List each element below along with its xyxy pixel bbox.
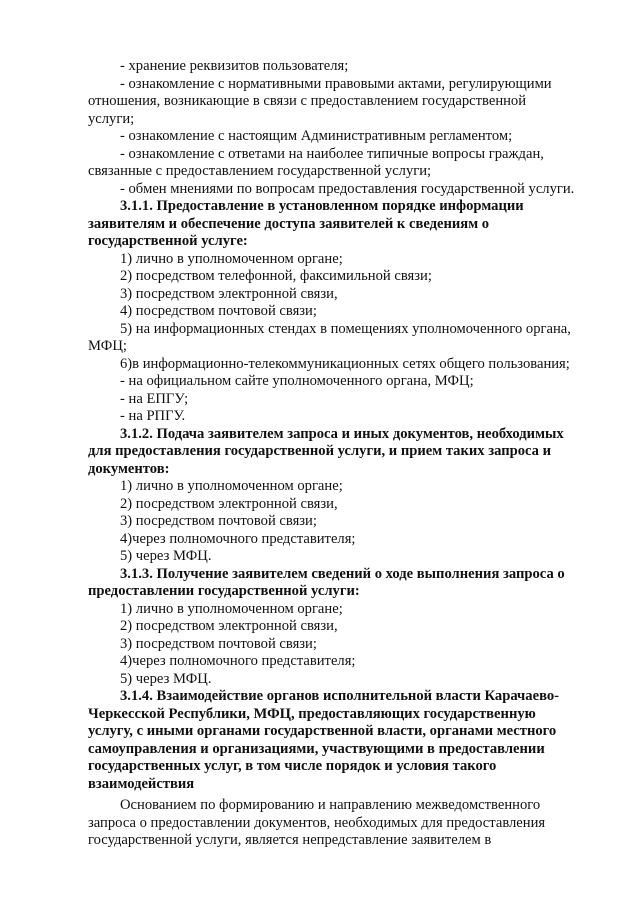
section-heading: государственных услуг, в том числе порядок и условия такого — [88, 758, 497, 774]
list-item: 4)через полномочного представителя; — [120, 653, 356, 669]
section-heading: для предоставления государственной услуги, и прием таких запроса и — [88, 443, 552, 459]
list-item: 5) через МФЦ. — [120, 548, 212, 564]
intro-item: - обмен мнениями по вопросам предоставления государственной услуги. — [120, 181, 575, 197]
list-item: 2) посредством электронной связи, — [120, 496, 338, 512]
section-heading: заявителям и обеспечение доступа заявителей к сведениям о — [88, 216, 490, 232]
section-heading: государственной услуге: — [88, 233, 248, 249]
list-item: 5) через МФЦ. — [120, 671, 212, 687]
intro-item: - ознакомление с настоящим Административным регламентом; — [120, 128, 513, 144]
list-item: - на ЕПГУ; — [120, 391, 189, 407]
list-item: 3) посредством электронной связи, — [120, 286, 338, 302]
body-paragraph: Основанием по формированию и направлению межведомственного — [120, 797, 541, 813]
list-item: 4)через полномочного представителя; — [120, 531, 356, 547]
list-item: 1) лично в уполномоченном органе; — [120, 478, 343, 494]
list-item: - на официальном сайте уполномоченного органа, МФЦ; — [120, 373, 474, 389]
body-paragraph: государственной услуги, является непредставление заявителем в — [88, 832, 492, 848]
intro-item-cont: услуги; — [88, 111, 135, 127]
list-item: 2) посредством электронной связи, — [120, 618, 338, 634]
list-item: 2) посредством телефонной, факсимильной связи; — [120, 268, 432, 284]
section-heading: 3.1.1. Предоставление в установленном порядке информации — [120, 198, 524, 214]
section-heading: услугу, с иными органами государственной власти, органами местного — [88, 723, 557, 739]
section-heading: 3.1.3. Получение заявителем сведений о ходе выполнения запроса о — [120, 566, 565, 582]
section-heading: 3.1.2. Подача заявителем запроса и иных документов, необходимых — [120, 426, 564, 442]
body-paragraph: запроса о предоставлении документов, необходимых для предоставления — [88, 815, 546, 831]
section-heading: самоуправления и организациями, участвующими в предоставлении — [88, 741, 545, 757]
section-heading: взаимодействия — [88, 776, 195, 792]
list-item: 3) посредством почтовой связи; — [120, 636, 317, 652]
intro-item-cont: связанные с предоставлением государственной услуги; — [88, 163, 432, 179]
intro-item: - хранение реквизитов пользователя; — [120, 58, 349, 74]
intro-item-cont: отношения, возникающие в связи с предоставлением государственной — [88, 93, 527, 109]
section-heading: 3.1.4. Взаимодействие органов исполнительной власти Карачаево- — [120, 688, 560, 704]
list-item: 6)в информационно-телекоммуникационных сетях общего пользования; — [120, 356, 570, 372]
section-heading: документов: — [88, 461, 170, 477]
list-item: - на РПГУ. — [120, 408, 186, 424]
list-item-cont: МФЦ; — [88, 338, 127, 354]
list-item: 1) лично в уполномоченном органе; — [120, 601, 343, 617]
section-heading: предоставлении государственной услуги: — [88, 583, 360, 599]
list-item: 4) посредством почтовой связи; — [120, 303, 317, 319]
list-item: 3) посредством почтовой связи; — [120, 513, 317, 529]
list-item: 1) лично в уполномоченном органе; — [120, 251, 343, 267]
list-item: 5) на информационных стендах в помещениях уполномоченного органа, — [120, 321, 571, 337]
intro-item: - ознакомление с ответами на наиболее типичные вопросы граждан, — [120, 146, 544, 162]
section-heading: Черкесской Республики, МФЦ, предоставляющих государственную — [88, 706, 536, 722]
intro-item: - ознакомление с нормативными правовыми актами, регулирующими — [120, 76, 552, 92]
